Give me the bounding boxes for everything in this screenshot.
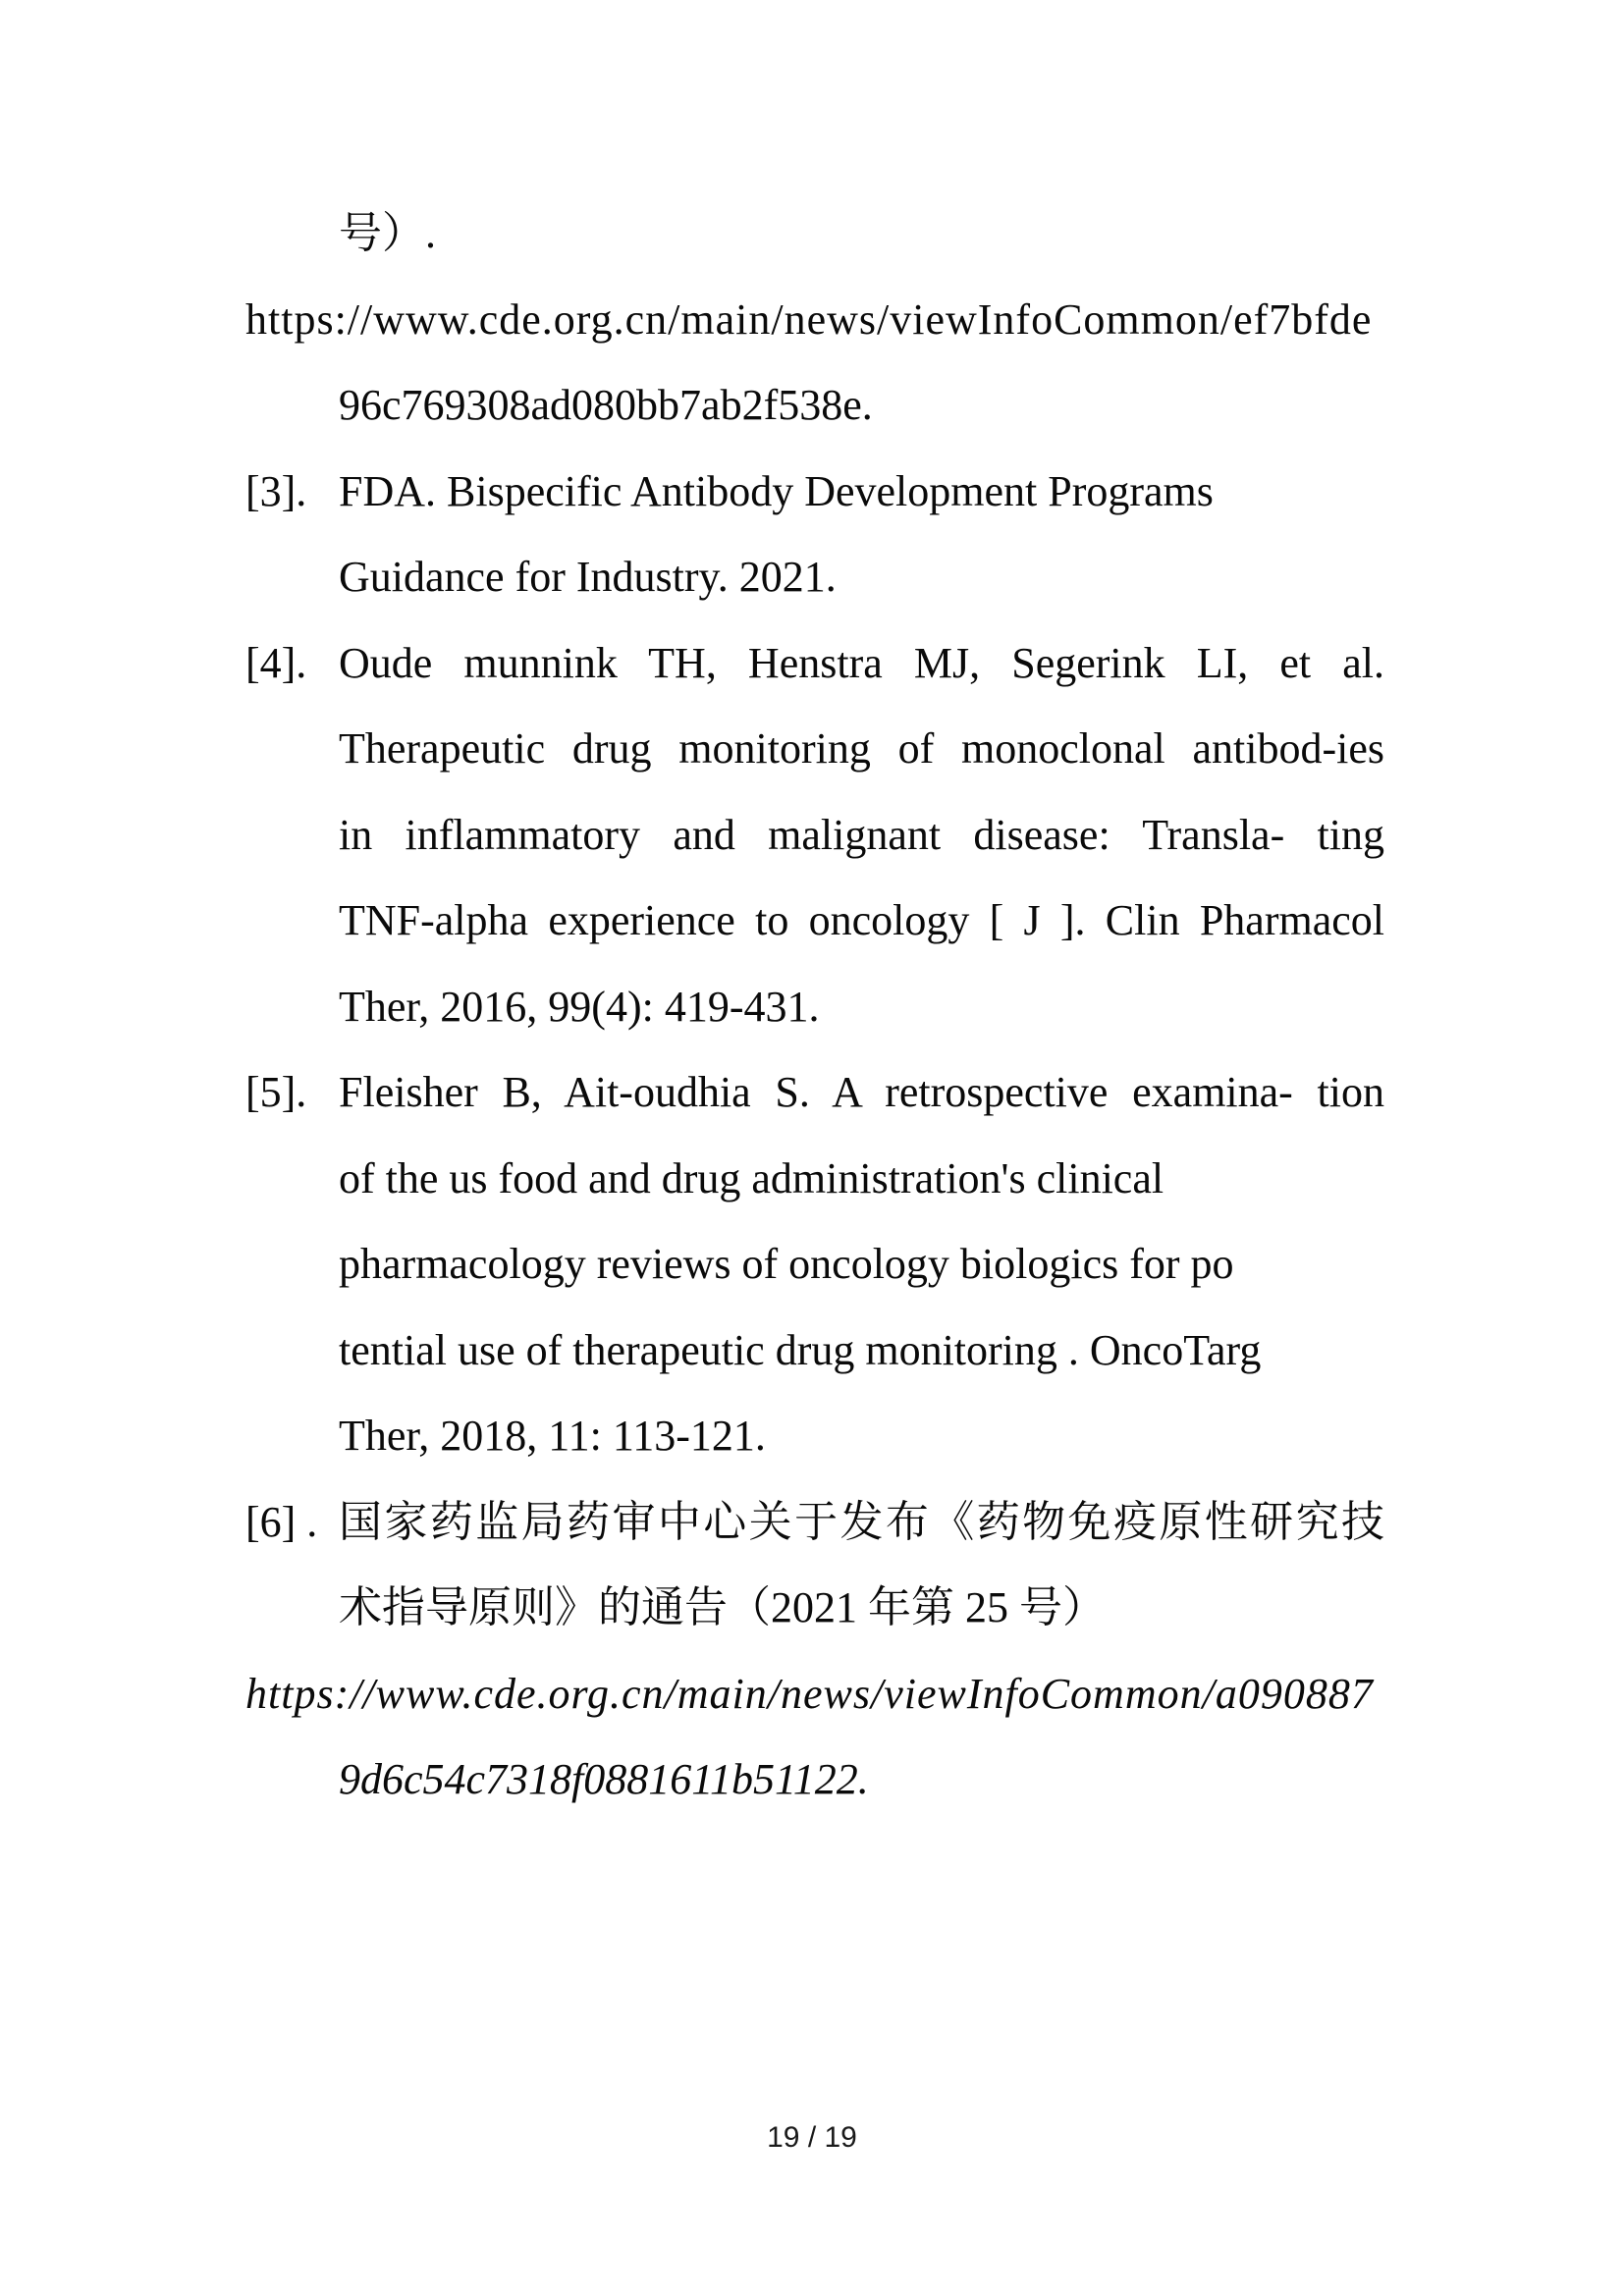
- reference-continuation-line: [245, 1736, 1384, 1823]
- reference-text: of the us food and drug administration's clinical: [339, 1153, 1164, 1202]
- reference-continuation-line: [245, 1221, 1384, 1308]
- reference-number: [5].: [245, 1068, 307, 1116]
- reference-text: Oude munnink TH, Henstra MJ, Segerink LI, et al.: [339, 638, 1384, 687]
- reference-line: [245, 620, 1384, 707]
- url-text: 96c769308ad080bb7ab2f538e.: [339, 381, 873, 429]
- reference-text: Guidance for Industry. 2021.: [339, 553, 837, 601]
- reference-continuation-line: [245, 1651, 1384, 1737]
- reference-continuation-line: [245, 1393, 1384, 1479]
- reference-continuation-line: [245, 277, 1384, 363]
- reference-continuation-line: [245, 706, 1384, 792]
- url-text: https://www.cde.org.cn/main/news/viewInfoCommon/a090887: [245, 1669, 1374, 1718]
- reference-continuation-line: [245, 1308, 1384, 1394]
- reference-text: Therapeutic drug monitoring of monoclonal antibod-ies: [339, 724, 1384, 773]
- reference-continuation-line: [245, 1565, 1384, 1651]
- reference-continuation-line: [245, 792, 1384, 879]
- reference-line: [245, 449, 1384, 535]
- reference-continuation-line: [245, 190, 1384, 277]
- reference-text: Ther, 2018, 11: 113-121.: [339, 1412, 766, 1460]
- reference-line: [245, 1049, 1384, 1136]
- reference-text: tential use of therapeutic drug monitoring . OncoTarg: [339, 1325, 1262, 1374]
- url-text: 9d6c54c7318f0881611b51122.: [339, 1755, 869, 1803]
- references-list: [245, 190, 1384, 1823]
- reference-text: 号）.: [339, 209, 436, 257]
- reference-line: [245, 1479, 1384, 1566]
- reference-continuation-line: [245, 964, 1384, 1050]
- reference-text: TNF-alpha experience to oncology [ J ]. Clin Pharmacol: [339, 896, 1384, 944]
- reference-continuation-line: [245, 534, 1384, 620]
- reference-number: [6] .: [245, 1497, 318, 1546]
- reference-text: 术指导原则》的通告（2021 年第 25 号）: [339, 1583, 1106, 1631]
- reference-continuation-line: [245, 362, 1384, 449]
- reference-continuation-line: [245, 878, 1384, 964]
- reference-number: [4].: [245, 638, 307, 687]
- reference-text: FDA. Bispecific Antibody Development Programs: [339, 466, 1214, 515]
- reference-text: pharmacology reviews of oncology biologics for po: [339, 1240, 1234, 1288]
- url-text: https://www.cde.org.cn/main/news/viewInfoCommon/ef7bfde: [245, 294, 1373, 344]
- reference-continuation-line: [245, 1136, 1384, 1222]
- reference-text: Ther, 2016, 99(4): 419-431.: [339, 982, 820, 1031]
- page-number: 19 / 19: [767, 2121, 857, 2154]
- reference-text: in inflammatory and malignant disease: Transla- ting: [339, 810, 1384, 859]
- reference-text: 国家药监局药审中心关于发布《药物免疫原性研究技: [339, 1497, 1384, 1546]
- reference-text: Fleisher B, Ait-oudhia S. A retrospective examina- tion: [339, 1068, 1384, 1116]
- reference-number: [3].: [245, 466, 307, 515]
